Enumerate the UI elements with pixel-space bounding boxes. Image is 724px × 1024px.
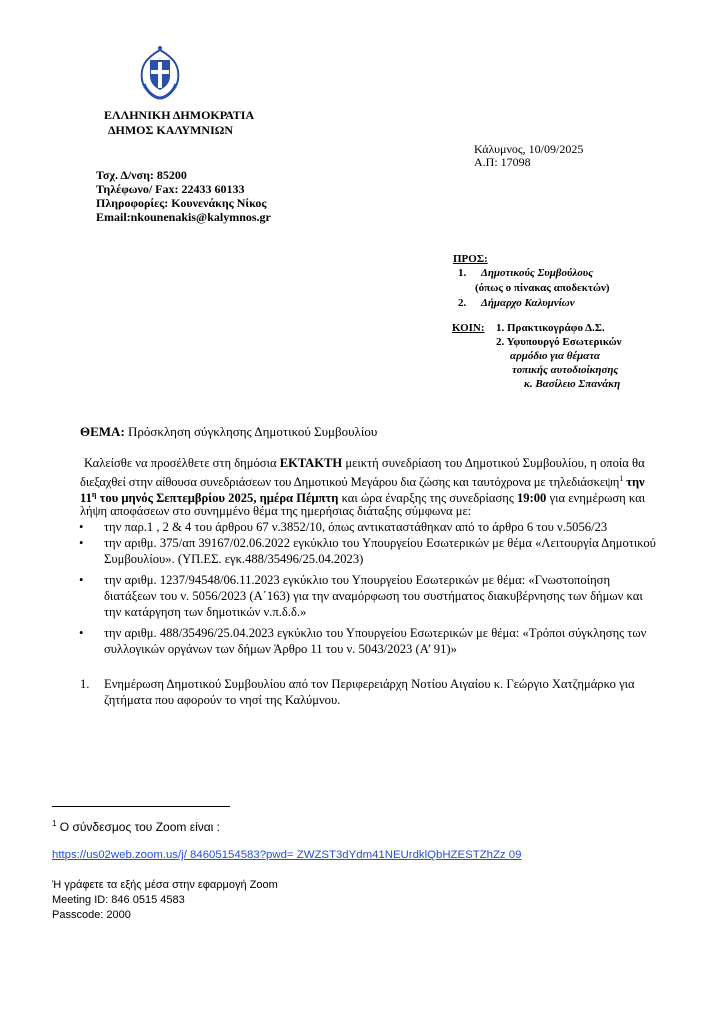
cc-line-4: τοπικής αυτοδιοίκησης (512, 364, 619, 376)
cc-line-3: αρμόδιο για θέματα (510, 350, 601, 362)
document-date: Κάλυμνος, 10/09/2025 (474, 142, 584, 156)
subject-line (80, 424, 377, 439)
intro-text: Καλείσθε να προσέλθετε στη δημόσια (84, 456, 280, 470)
intro-text: για ενημέρωση και (546, 491, 646, 506)
bullet-marker: • (79, 536, 84, 550)
meeting-day: 11 (80, 491, 92, 506)
footnote-divider (52, 806, 230, 807)
bullet-1-line-1: την παρ.1 , 2 & 4 του άρθρου 67 ν.3852/10, όπως αντικαταστάθηκαν από το άρθρο 6 του ν.5056/23 (104, 520, 608, 534)
bullet-3-line-2: διατάξεων του ν. 5056/2023 (Α΄163) για την αναμόρφωση του συστήματος διακυβέρνησης των δήμων και (104, 589, 643, 603)
intro-emphasis: την (623, 475, 645, 490)
intro-text: διεξαχθεί στην αίθουσα συνεδριάσεων του Δημοτικού Μεγάρου δια ζώσης και ταυτόχρονα με τηλεδιάσκεψη (80, 475, 620, 490)
to-label: ΠΡΟΣ: (453, 253, 488, 265)
bullet-2-line-2: Συμβουλίου». (ΥΠ.ΕΣ. εγκ.488/35496/25.04.2023) (104, 552, 364, 566)
bullet-marker: • (79, 573, 84, 587)
intro-emphasis: ΕΚΤΑΚΤΗ (279, 456, 343, 470)
footnote-intro (52, 817, 220, 834)
phone-fax: Τηλέφωνο/ Fax: 22433 60133 (96, 182, 245, 196)
footnote-marker: 1 (52, 819, 57, 828)
to-item-1-num: 1. (458, 267, 467, 279)
footnote-text: Ο σύνδεσμος του Zoom είναι : (56, 820, 220, 834)
zoom-app-instructions: Ή γράφετε τα εξής μέσα στην εφαρμογή Zoom (52, 879, 278, 891)
cc-label: ΚΟΙΝ: (452, 322, 485, 334)
bullet-3-line-3: την κατάργηση των δημοτικών ν.π.δ.δ.» (104, 605, 307, 619)
to-item-1-note: (όπως ο πίνακας αποδεκτών) (475, 282, 610, 294)
to-item-2: Δήμαρχο Καλυμνίων (481, 297, 575, 309)
to-item-1: Δημοτικούς Συμβούλους (481, 267, 594, 279)
bullet-2-line-1: την αριθμ. 375/απ 39167/02.06.2022 εγκύκλιο του Υπουργείου Εσωτερικών με θέμα «Λειτουργία Δημοτικού (104, 536, 656, 550)
bullet-marker: • (79, 520, 84, 534)
contact-email: Email:nkounenakis@kalymnos.gr (96, 210, 271, 224)
zoom-link[interactable]: https://us02web.zoom.us/j/ 84605154583?pwd= ZWZST3dYdm41NEUrdklQbHZESTZhZz 09 (52, 849, 522, 861)
bullet-marker: • (79, 626, 84, 640)
meeting-time: 19:00 (516, 491, 547, 506)
zoom-passcode: Passcode: 2000 (52, 909, 131, 921)
municipality-name: ΔΗΜΟΣ ΚΑΛΥΜΝΙΩΝ (108, 123, 234, 137)
protocol-number: Α.Π: 17098 (474, 155, 531, 169)
country-name: ΕΛΛΗΝΙΚΗ ΔΗΜΟΚΡΑΤΙΑ (104, 108, 255, 122)
contact-person: Πληροφορίες: Κουνενάκης Νίκος (96, 196, 267, 210)
cc-line-2: 2. Υφυπουργό Εσωτερικών (496, 336, 622, 348)
footnote-ref: 1 (619, 474, 624, 483)
bullet-4-line-2: συλλογικών οργάνων των δήμων Άρθρο 11 του ν. 5043/2023 (Α’ 91)» (104, 642, 457, 656)
intro-line-4: λήψη αποφάσεων στο συνημμένο θέμα της ημερήσιας διάταξης σύμφωνα με: (80, 504, 472, 518)
greek-emblem-icon (134, 44, 186, 100)
cc-line-1: 1. Πρακτικογράφο Δ.Σ. (496, 322, 605, 334)
agenda-item-number: 1. (80, 677, 90, 691)
intro-text: και ώρα έναρξης της συνεδρίασης (338, 491, 517, 506)
agenda-item-line-2: ζητήματα που αφορούν το νησί της Καλύμνου. (104, 693, 341, 707)
cc-line-5: κ. Βασίλειο Σπανάκη (524, 378, 621, 390)
subject-text: Πρόσκληση σύγκλησης Δημοτικού Συμβουλίου (124, 424, 378, 439)
postal-code: Τσχ. Δ/νση: 85200 (96, 168, 187, 182)
intro-line-1 (84, 455, 645, 471)
zoom-meeting-id: Meeting ID: 846 0515 4583 (52, 894, 185, 906)
ordinal-marker: η (91, 490, 97, 499)
agenda-item-line-1: Ενημέρωση Δημοτικού Συμβουλίου από τον Περιφερειάρχη Νοτίου Αιγαίου κ. Γεώργιο Χατζημάρκο για (104, 677, 635, 691)
to-item-2-num: 2. (458, 297, 467, 309)
bullet-3-line-1: την αριθμ. 1237/94548/06.11.2023 εγκύκλιο του Υπουργείου Εσωτερικών με θέμα: «Γνωστοποίηση (104, 573, 611, 587)
meeting-date: του μηνός Σεπτεμβρίου 2025, ημέρα Πέμπτη (96, 491, 339, 506)
subject-label: ΘΕΜΑ: (80, 424, 125, 439)
intro-text: μεικτή συνεδρίαση του Δημοτικού Συμβουλίου, η οποία θα (342, 456, 645, 470)
bullet-4-line-1: την αριθμ. 488/35496/25.04.2023 εγκύκλιο του Υπουργείου Εσωτερικών με θέμα: «Τρόποι σύγκλησης των (104, 626, 647, 640)
